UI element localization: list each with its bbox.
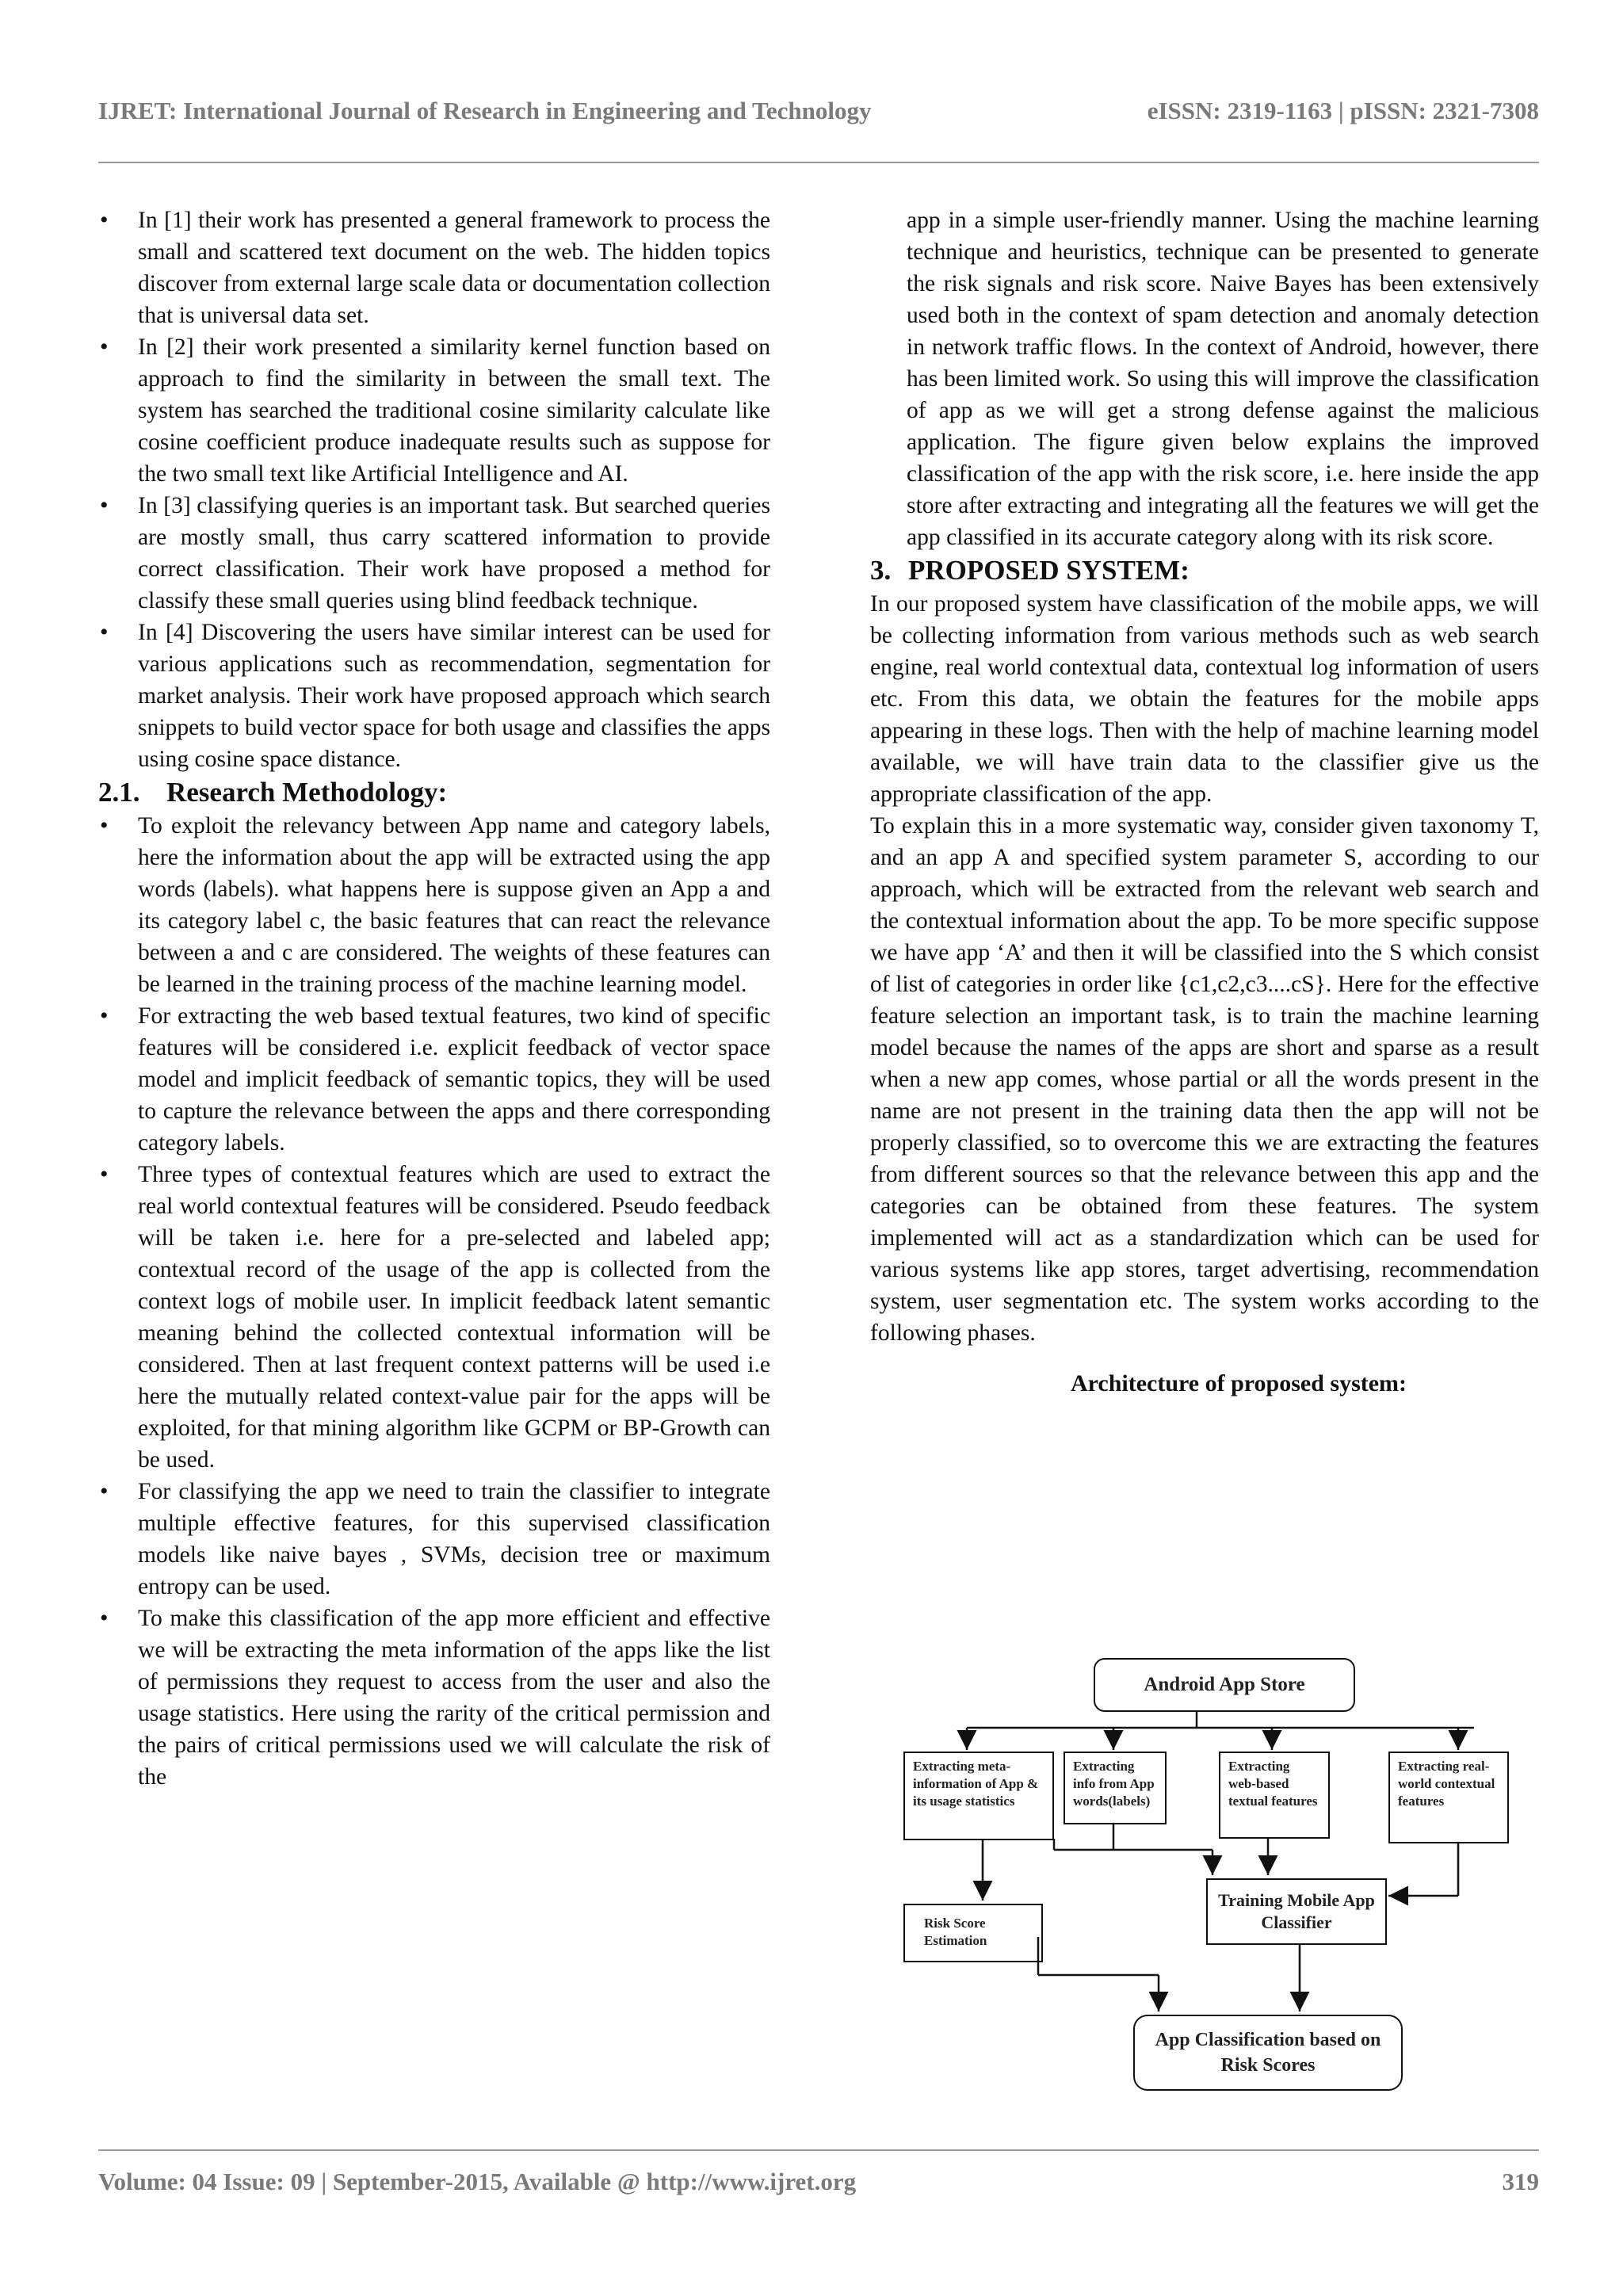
list-item: • To exploit the relevancy between App name and category labels, here the information about the app will be extracted using the app words (labels). what happens here is suppose given an App a and its category label c, the basic features that can react the relevance between a and c are considered. The weights of these features can be learned in the training process of the machine learning model. bbox=[98, 810, 770, 1000]
related-work-list bbox=[98, 204, 770, 775]
left-column bbox=[98, 204, 770, 1793]
paragraph: In our proposed system have classification of the mobile apps, we will be collecting information from various methods such as web search engine, real world contextual data, contextual log information of users etc. From this data, we obtain the features for the mobile apps appearing in these logs. Then with the help of machine learning model available, we will have train data to the classifier give us the appropriate classification of the app. bbox=[870, 591, 1539, 807]
classification-node: App Classification based on Risk Scores bbox=[1133, 2015, 1403, 2091]
list-item: • In [1] their work has presented a general framework to process the small and scattered text document on the web. The hidden topics discover from external large scale data or documentation collection that is universal data set. bbox=[98, 204, 770, 331]
journal-title: IJRET: International Journal of Research in Engineering and Technology bbox=[98, 97, 872, 124]
running-footer bbox=[98, 2168, 1539, 2199]
right-column bbox=[870, 204, 1539, 1400]
extract-meta-node: Extracting meta-information of App & its usage statistics bbox=[903, 1752, 1054, 1840]
list-item: • Three types of contextual features which are used to extract the real world contextual features will be considered. Pseudo feedback will be taken i.e. here for a pre-selected and labeled app; contextual record of the usage of the app is collected from the context logs of mobile user. In implicit feedback latent semantic meaning behind the collected contextual information will be considered. Then at last frequent context patterns will be used i.e here the mutually related context-value pair for the apps will be exploited, for that mining algorithm like GCPM or BP-Growth can be used. bbox=[98, 1159, 770, 1476]
footer-rule bbox=[98, 2149, 1539, 2151]
architecture-diagram bbox=[896, 1642, 1514, 2118]
list-item: • In [4] Discovering the users have similar interest can be used for various applications such as recommendation, segmentation for market analysis. Their work have proposed approach which search snippets to build vector space for both usage and classifies the apps using cosine space distance. bbox=[98, 617, 770, 775]
continuation-paragraph: app in a simple user-friendly manner. Using the machine learning technique and heuristics, technique can be presented to generate the risk signals and risk score. Naive Bayes has been extensively used both in the context of spam detection and anomaly detection in network traffic flows. In the context of Android, however, there has been limited work. So using this will improve the classification of app as we will get a strong defense against the malicious application. The figure given below explains the improved classification of the app with the risk score, i.e. here inside the app store after extracting and integrating all the features we will get the app classified in its accurate category along with its risk score. bbox=[907, 208, 1539, 550]
volume-info: Volume: 04 Issue: 09 | September-2015, Available @ http://www.ijret.org bbox=[98, 2168, 857, 2195]
app-store-node: Android App Store bbox=[1094, 1658, 1355, 1712]
section-heading-proposed-system bbox=[870, 553, 1539, 588]
header-rule bbox=[98, 162, 1539, 163]
list-item: • To make this classification of the app more efficient and effective we will be extracting the meta information of the apps like the list of permissions they request to access from the user and also the usage statistics. Here using the rarity of the critical permission and the pairs of critical permissions used we will calculate the risk of the bbox=[98, 1603, 770, 1793]
extract-words-node: Extracting info from App words(labels) bbox=[1064, 1752, 1167, 1824]
section-title: PROPOSED SYSTEM: bbox=[908, 555, 1190, 586]
training-node: Training Mobile App Classifier bbox=[1206, 1878, 1387, 1945]
extract-web-node: Extracting web-based textual features bbox=[1219, 1752, 1330, 1839]
methodology-list bbox=[98, 810, 770, 1793]
risk-estimation-node: Risk Score Estimation bbox=[903, 1904, 1043, 1962]
list-item: • In [2] their work presented a similarity kernel function based on approach to find the similarity in between the small text. The system has searched the traditional cosine similarity calculate like cosine coefficient produce inadequate results such as suppose for the two small text like Artificial Intelligence and AI. bbox=[98, 331, 770, 490]
list-item: • For classifying the app we need to train the classifier to integrate multiple effective features, for this supervised classification models like naive bayes , SVMs, decision tree or maximum entropy can be used. bbox=[98, 1476, 770, 1603]
page-number: 319 bbox=[1502, 2168, 1539, 2195]
extract-context-node: Extracting real-world contextual features bbox=[1388, 1752, 1509, 1843]
issn-info: eISSN: 2319-1163 | pISSN: 2321-7308 bbox=[1147, 97, 1539, 124]
section-number: 2.1. bbox=[98, 777, 140, 808]
figure-title: Architecture of proposed system: bbox=[1070, 1370, 1407, 1396]
section-number: 3. bbox=[870, 555, 892, 586]
section-title: Research Methodology: bbox=[166, 777, 448, 808]
list-item: • For extracting the web based textual features, two kind of specific features will be considered i.e. explicit feedback of vector space model and implicit feedback of semantic topics, they will be used to capture the relevance between the apps and there corresponding category labels. bbox=[98, 1000, 770, 1159]
list-item: • In [3] classifying queries is an important task. But searched queries are mostly small, thus carry scattered information to provide correct classification. Their work have proposed a method for classify these small queries using blind feedback technique. bbox=[98, 490, 770, 617]
paragraph: To explain this in a more systematic way, consider given taxonomy T, and an app A and specified system parameter S, according to our approach, which will be extracted from the relevant web search and the contextual information about the app. To be more specific suppose we have app ‘A’ and then it will be classified into the S which consist of list of categories in order like {c1,c2,c3....cS}. Here for the effective feature selection an important task, is to train the machine learning model because the names of the apps are short and sparse as a result when a new app comes, whose partial or all the words present in the name are not present in the training data then the app will not be properly classified, so to overcome this we are extracting the features from different sources so that the relevance between this app and the categories can be obtained from these features. The system implemented will act as a standardization which can be used for various systems like app stores, target advertising, recommendation system, user segmentation etc. The system works according to the following phases. bbox=[870, 813, 1539, 1346]
section-heading-research-methodology bbox=[98, 775, 770, 810]
running-header bbox=[98, 97, 1539, 128]
